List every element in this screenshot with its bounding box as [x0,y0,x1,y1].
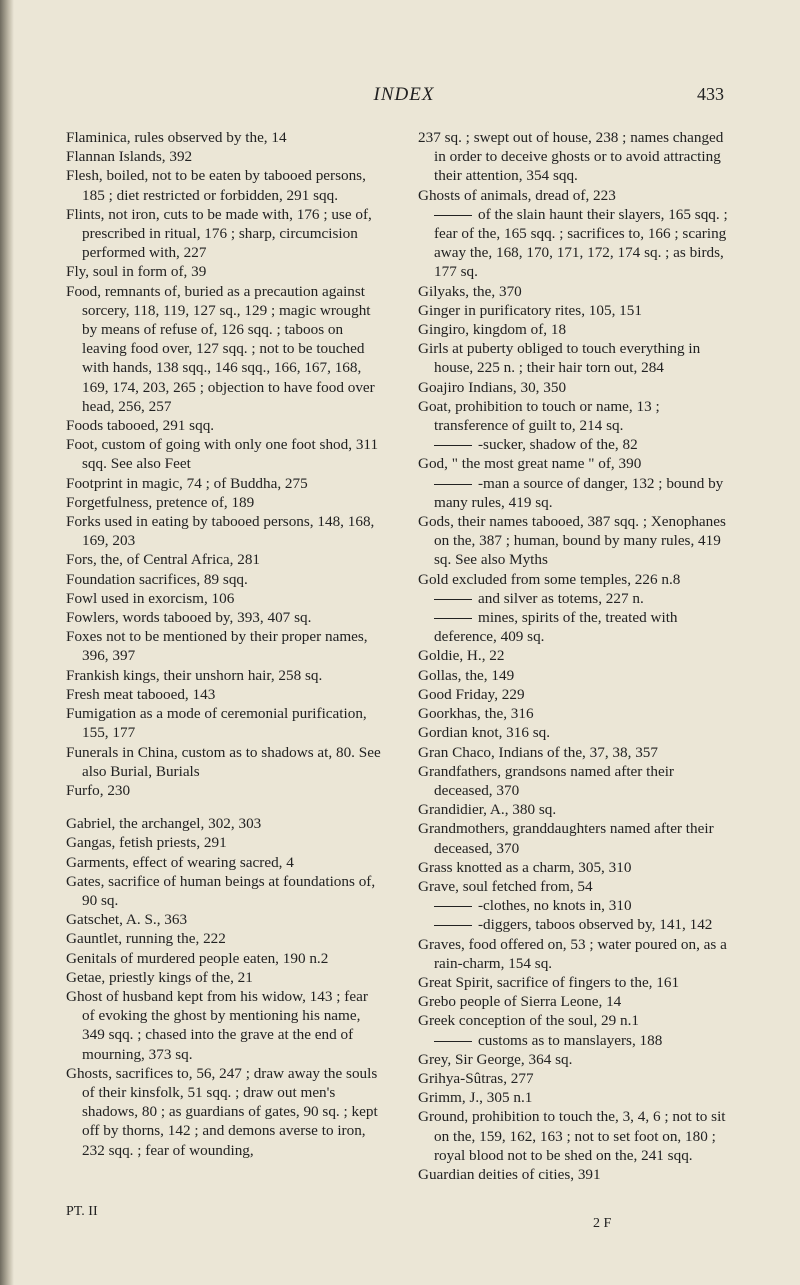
entry-text: Grandfathers, grandsons named after their deceased, 370 [418,762,674,799]
index-entry [418,877,736,896]
entry-text: Forgetfulness, pretence of, 189 [66,493,255,511]
index-entry [418,186,736,205]
entry-text: Gilyaks, the, 370 [418,282,522,300]
index-entry [418,1050,736,1069]
entry-text: Gangas, fetish priests, 291 [66,834,227,852]
book-binding-shadow [0,0,14,1285]
entry-text: Gabriel, the archangel, 302, 303 [66,815,262,833]
index-entry [66,570,384,589]
ditto-dash [434,906,472,907]
index-entry [66,416,384,435]
ditto-dash [434,599,472,600]
index-entry [418,743,736,762]
entry-text: Gates, sacrifice of human beings at foundations of, 90 sq. [66,872,376,909]
index-entry [418,858,736,877]
index-entry [66,608,384,627]
entry-text: -diggers, taboos observed by, 141, 142 [478,916,713,934]
index-entry [418,320,736,339]
entry-text: Foods tabooed, 291 sqq. [66,417,215,435]
entry-text: Genitals of murdered people eaten, 190 n.2 [66,949,329,967]
entry-text: Grihya-Sûtras, 277 [418,1069,534,1087]
index-entry [66,949,384,968]
index-subentry [418,589,736,608]
index-entry [66,929,384,948]
entry-text: Gingiro, kingdom of, 18 [418,321,567,339]
index-entry [66,474,384,493]
index-entry [418,454,736,473]
index-entry [418,128,736,186]
index-entry [66,853,384,872]
entry-text: Ground, prohibition to touch the, 3, 4, 6 ; not to sit on the, 159, 162, 163 ; not to set foot on, 180 ; royal blood not to be shed on the, 241 sqq. [418,1108,726,1164]
index-entry [66,743,384,781]
index-entry [418,570,736,589]
ditto-dash [434,445,472,446]
entry-text: Ginger in purificatory rites, 105, 151 [418,301,642,319]
entry-text: Grandmothers, granddaughters named after their deceased, 370 [418,820,714,857]
ditto-dash [434,1041,472,1042]
entry-text: Gauntlet, running the, 222 [66,930,226,948]
entry-text: Gold excluded from some temples, 226 n.8 [418,570,681,588]
entry-text: Foxes not to be mentioned by their proper names, 396, 397 [66,628,368,665]
entry-text: Frankish kings, their unshorn hair, 258 sq. [66,666,323,684]
entry-text: Gods, their names tabooed, 387 sqq. ; Xenophanes on the, 387 ; human, bound by many rules, 419 sq. See also Myths [418,513,726,569]
entry-text: Ghosts of animals, dread of, 223 [418,186,616,204]
signature-mark: PT. II [66,1204,98,1219]
index-subentry [418,608,736,646]
index-entry [418,397,736,435]
entry-text: Footprint in magic, 74 ; of Buddha, 275 [66,474,308,492]
index-entry [66,128,384,147]
index-entry [418,935,736,973]
entry-text: Grebo people of Sierra Leone, 14 [418,993,622,1011]
index-entry [418,282,736,301]
index-entry [418,646,736,665]
running-title: INDEX [373,84,435,105]
index-entry [66,814,384,833]
entry-text: of the slain haunt their slayers, 165 sqq. ; fear of the, 165 sqq. ; sacrifices to, 166 ; scaring away the, 168, 170, 171, 172, 174 sq. ; as birds, 177 sq. [434,205,728,281]
index-entry [66,147,384,166]
entry-text: Graves, food offered on, 53 ; water poured on, as a rain-charm, 154 sq. [418,935,727,972]
letter-section-gap [66,800,384,814]
index-entry [66,589,384,608]
ditto-dash [434,925,472,926]
entry-text: Gatschet, A. S., 363 [66,911,188,929]
entry-text: Gollas, the, 149 [418,666,515,684]
entry-text: -man a source of danger, 132 ; bound by many rules, 419 sq. [434,474,724,511]
entry-text: Goorkhas, the, 316 [418,705,534,723]
index-subentry [418,474,736,512]
index-entry [418,819,736,857]
index-entry [66,1064,384,1160]
index-entry [418,339,736,377]
index-entry [66,435,384,473]
index-column-right [418,128,736,1184]
index-entry [418,723,736,742]
entry-text: Goat, prohibition to touch or name, 13 ; transference of guilt to, 214 sq. [418,397,660,435]
entry-text: Grass knotted as a charm, 305, 310 [418,858,632,876]
index-entry [66,872,384,910]
entry-text: -sucker, shadow of the, 82 [478,436,638,454]
entry-text: Flesh, boiled, not to be eaten by tabooed persons, 185 ; diet restricted or forbidden, 291 sqq. [66,167,366,204]
entry-text: Goajiro Indians, 30, 350 [418,378,567,396]
index-entry [66,550,384,569]
entry-text: Foundation sacrifices, 89 sqq. [66,570,248,588]
entry-text: Gordian knot, 316 sq. [418,724,551,742]
entry-text: customs as to manslayers, 188 [478,1031,663,1049]
index-entry [418,685,736,704]
entry-text: God, " the most great name " of, 390 [418,455,642,473]
entry-text: Foot, custom of going with only one foot shod, 311 sqq. See also Feet [66,436,379,473]
index-entry [418,1107,736,1165]
index-entry [418,762,736,800]
entry-text: Forks used in eating by tabooed persons, 148, 168, 169, 203 [66,513,375,550]
entry-text: Grey, Sir George, 364 sq. [418,1050,573,1068]
entry-text: Gran Chaco, Indians of the, 37, 38, 357 [418,743,658,761]
index-entry [66,262,384,281]
entry-text: and silver as totems, 227 n. [478,589,644,607]
ditto-dash [434,215,472,216]
index-entry [66,512,384,550]
entry-text: Grimm, J., 305 n.1 [418,1089,533,1107]
entry-text: Flaminica, rules observed by the, 14 [66,129,287,146]
index-entry [66,205,384,263]
index-entry [418,704,736,723]
index-subentry [418,1031,736,1050]
entry-text: Fresh meat tabooed, 143 [66,685,216,703]
entry-text: Fumigation as a mode of ceremonial purification, 155, 177 [66,705,367,742]
index-entry [66,666,384,685]
index-subentry [418,896,736,915]
index-entry [418,1088,736,1107]
index-entry [66,910,384,929]
entry-text: -clothes, no knots in, 310 [478,897,632,915]
entry-text: Getae, priestly kings of the, 21 [66,968,253,986]
entry-text: Food, remnants of, buried as a precaution against sorcery, 118, 119, 127 sq., 129 ; magic wrought by means of refuse of, 126 sqq. ; taboos on leaving food over, 127 sqq. ; not to be touched with hands, 138 sqq., 146 sqq., 166, 167, 168, 169, 174, 203, 265 ; objection to have food over head, 256, 257 [66,282,375,415]
index-entry [418,666,736,685]
entry-text: Furfo, 230 [66,781,131,799]
index-entry [66,282,384,416]
ditto-dash [434,484,472,485]
index-entry [66,627,384,665]
entry-text: Grave, soul fetched from, 54 [418,877,593,895]
index-entry [66,987,384,1064]
index-entry [66,833,384,852]
index-entry [66,781,384,800]
index-entry [66,166,384,204]
gathering-mark: 2 F [593,1216,612,1231]
entry-text: Funerals in China, custom as to shadows at, 80. See also Burial, Burials [66,743,381,780]
index-column-left [66,128,384,1160]
ditto-dash [434,618,472,619]
index-entry [418,301,736,320]
entry-text: Great Spirit, sacrifice of fingers to the, 161 [418,973,680,991]
index-entry [66,493,384,512]
entry-text: Ghosts, sacrifices to, 56, 247 ; draw away the souls of their kinsfolk, 51 sqq. ; draw out men's shadows, 80 ; as guardians of gates, 90 sq. ; kept off by thorns, 142 ; and demons averse to iron, 232 sqq. ; fear of wounding, [66,1064,378,1159]
entry-text: Fors, the, of Central Africa, 281 [66,551,261,569]
page-number: 433 [697,84,724,104]
index-entry [66,704,384,742]
entry-text: Good Friday, 229 [418,685,525,703]
entry-text: Goldie, H., 22 [418,647,505,665]
entry-text: 237 sq. ; swept out of house, 238 ; names changed in order to deceive ghosts or to avoid attracting their attention, 354 sqq. [418,129,724,185]
entry-text: Fly, soul in form of, 39 [66,263,207,281]
index-entry [418,1011,736,1030]
entry-text: Girls at puberty obliged to touch everything in house, 225 n. ; their hair torn out, 284 [418,340,701,377]
entry-text: Flannan Islands, 392 [66,148,193,166]
entry-text: Grandidier, A., 380 sq. [418,801,557,819]
entry-text: Ghost of husband kept from his widow, 143 ; fear of evoking the ghost by mentioning his name, 349 sqq. ; chased into the grave at the end of mourning, 373 sq. [66,987,368,1063]
index-entry [418,992,736,1011]
index-subentry [418,435,736,454]
index-entry [418,800,736,819]
index-entry [418,1165,736,1184]
index-entry [418,512,736,570]
index-entry [66,968,384,987]
entry-text: Fowlers, words tabooed by, 393, 407 sq. [66,609,312,627]
entry-text: mines, spirits of the, treated with deference, 409 sq. [434,609,678,646]
entry-text: Guardian deities of cities, 391 [418,1165,601,1183]
entry-text: Flints, not iron, cuts to be made with, 176 ; use of, prescribed in ritual, 176 ; sharp, circumcision performed with, 227 [66,205,372,262]
index-subentry [418,205,736,282]
entry-text: Fowl used in exorcism, 106 [66,589,235,607]
index-entry [418,378,736,397]
index-subentry [418,915,736,934]
entry-text: Garments, effect of wearing sacred, 4 [66,853,294,871]
entry-text: Greek conception of the soul, 29 n.1 [418,1012,640,1030]
index-entry [418,973,736,992]
page-header [84,84,724,108]
index-entry [418,1069,736,1088]
index-entry [66,685,384,704]
